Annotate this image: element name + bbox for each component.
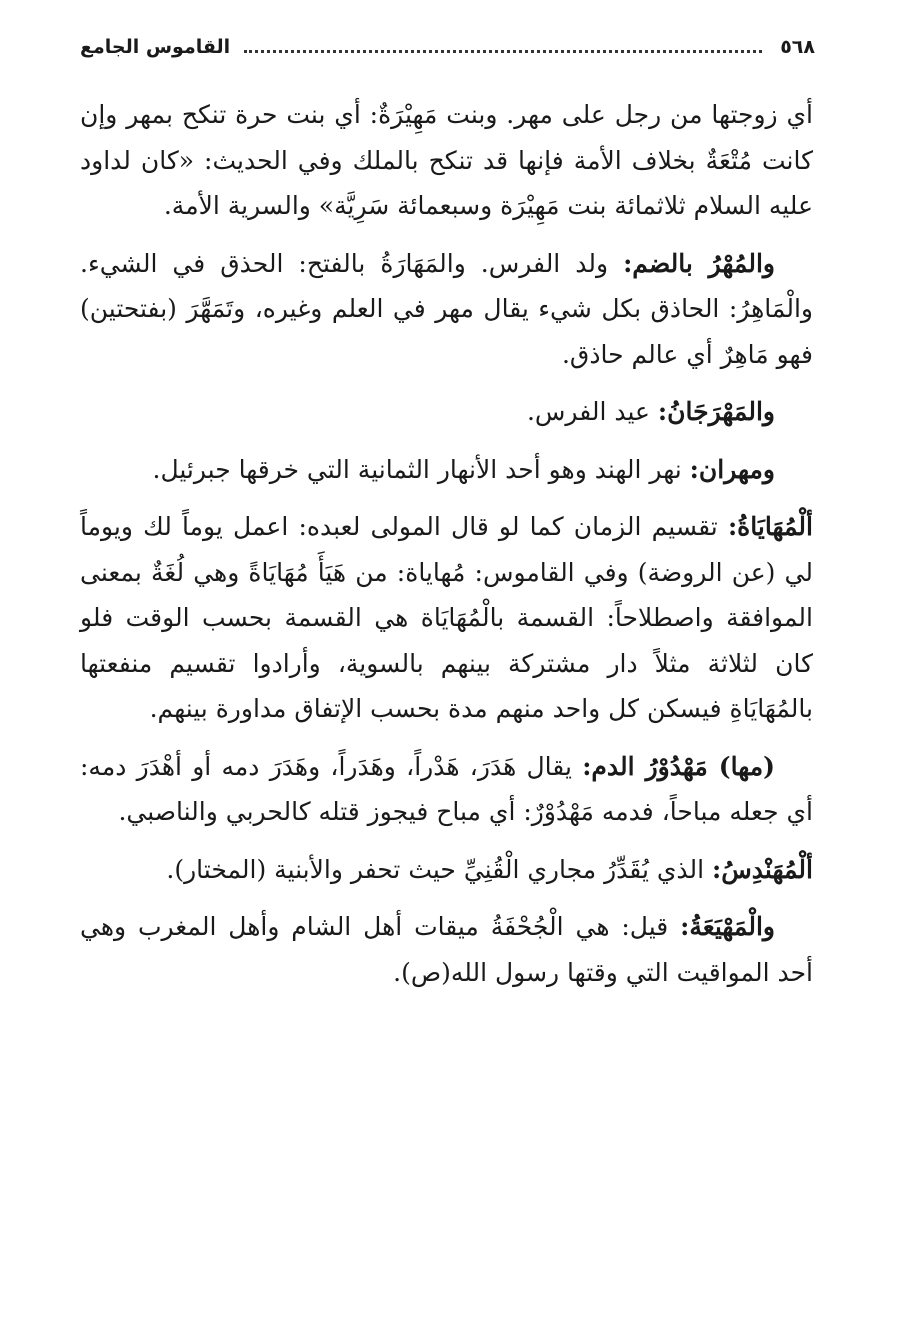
running-title: القاموس الجامع — [80, 36, 231, 58]
entry-headword: والمَهْرَجَانُ: — [657, 397, 775, 426]
entry-text: نهر الهند وهو أحد الأنهار الثمانية التي خرقها جبرئيل. — [152, 454, 690, 484]
entry-mahdur — [80, 744, 813, 835]
entry-text: عيد الفرس. — [526, 397, 658, 426]
entry-text: ولد الفرس. والمَهَارَةُ بالفتح: الحذق في الشيء. والْمَاهِرُ: الحاذق بكل شيء يقال مهر في العلم وغيره، وتَمَهَّرَ (بفتحتين) فهو مَاهِرٌ أي عالم حاذق. — [80, 248, 813, 369]
entry-headword: ألْمُهَايَاةُ: — [727, 512, 813, 541]
entry-text: تقسيم الزمان كما لو قال المولى لعبده: اعمل يوماً لك ويوماً لي (عن الروضة) وفي القاموس: مُهاياة: من هَيَأَ مُهَايَاةً وهي لُغَةٌ بمعنى الموافقة واصطلاحاً: القسمة بالْمُهَايَاة هي القسمة بحسب الوقت فلو كان لثلاثة مثلاً دار مشتركة بينهم بالسوية، وأرادوا تقسيم منفعتها بالمُهَايَاةِ فيسكن كل واحد منهم مدة بحسب الإتفاق مداورة بينهم. — [80, 512, 813, 723]
entry-mihran — [80, 447, 813, 493]
entry-mahrajan — [80, 389, 813, 435]
entry-text: يقال هَدَرَ، هَدْراً، وهَدَراً، وهَدَرَ دمه أو أهْدَرَ دمه: أي جعله مباحاً، فدمه مَهْدُوْرٌ: أي مباح فيجوز قتله كالحربي والناصبي. — [80, 751, 813, 826]
page-header — [80, 28, 815, 66]
header-dot-leader — [244, 50, 762, 53]
entry-headword: ومهران: — [689, 454, 775, 484]
page-number: ٥٦٨ — [780, 36, 815, 58]
entry-muhayat — [80, 504, 813, 732]
page-body — [80, 92, 813, 1007]
entry-continuation — [80, 92, 813, 229]
entry-text: أي زوجتها من رجل على مهر. وبنت مَهِيْرَةٌ: أي بنت حرة تنكح بمهر وإن كانت مُتْعَةٌ بخلاف الأمة فإنها قد تنكح بالملك وفي الحديث: «كان لداود عليه السلام ثلاثمائة بنت مَهِيْرَة وسبعمائة سَرِيَّة» والسرية الأمة. — [80, 100, 813, 220]
entry-muhr — [80, 241, 813, 378]
entry-text: قيل: هي الْجُحْفَةُ ميقات أهل الشام وأهل المغرب وهي أحد المواقيت التي وقتها رسول الله(ص). — [80, 912, 813, 987]
entry-headword: والمُهْرُ بالضم: — [623, 248, 775, 278]
entry-headword: والْمَهْيَعَةُ: — [680, 912, 775, 941]
entry-headword: (مها) مَهْدُوْرُ الدم: — [582, 751, 776, 781]
entry-headword: ألْمُهَنْدِسُ: — [712, 854, 813, 884]
entry-text: الذي يُقَدِّرُ مجاري الْقُنِيِّ حيث تحفر والأبنية (المختار). — [166, 854, 713, 884]
entry-muhandis — [80, 847, 813, 893]
entry-mahyaa — [80, 904, 813, 995]
